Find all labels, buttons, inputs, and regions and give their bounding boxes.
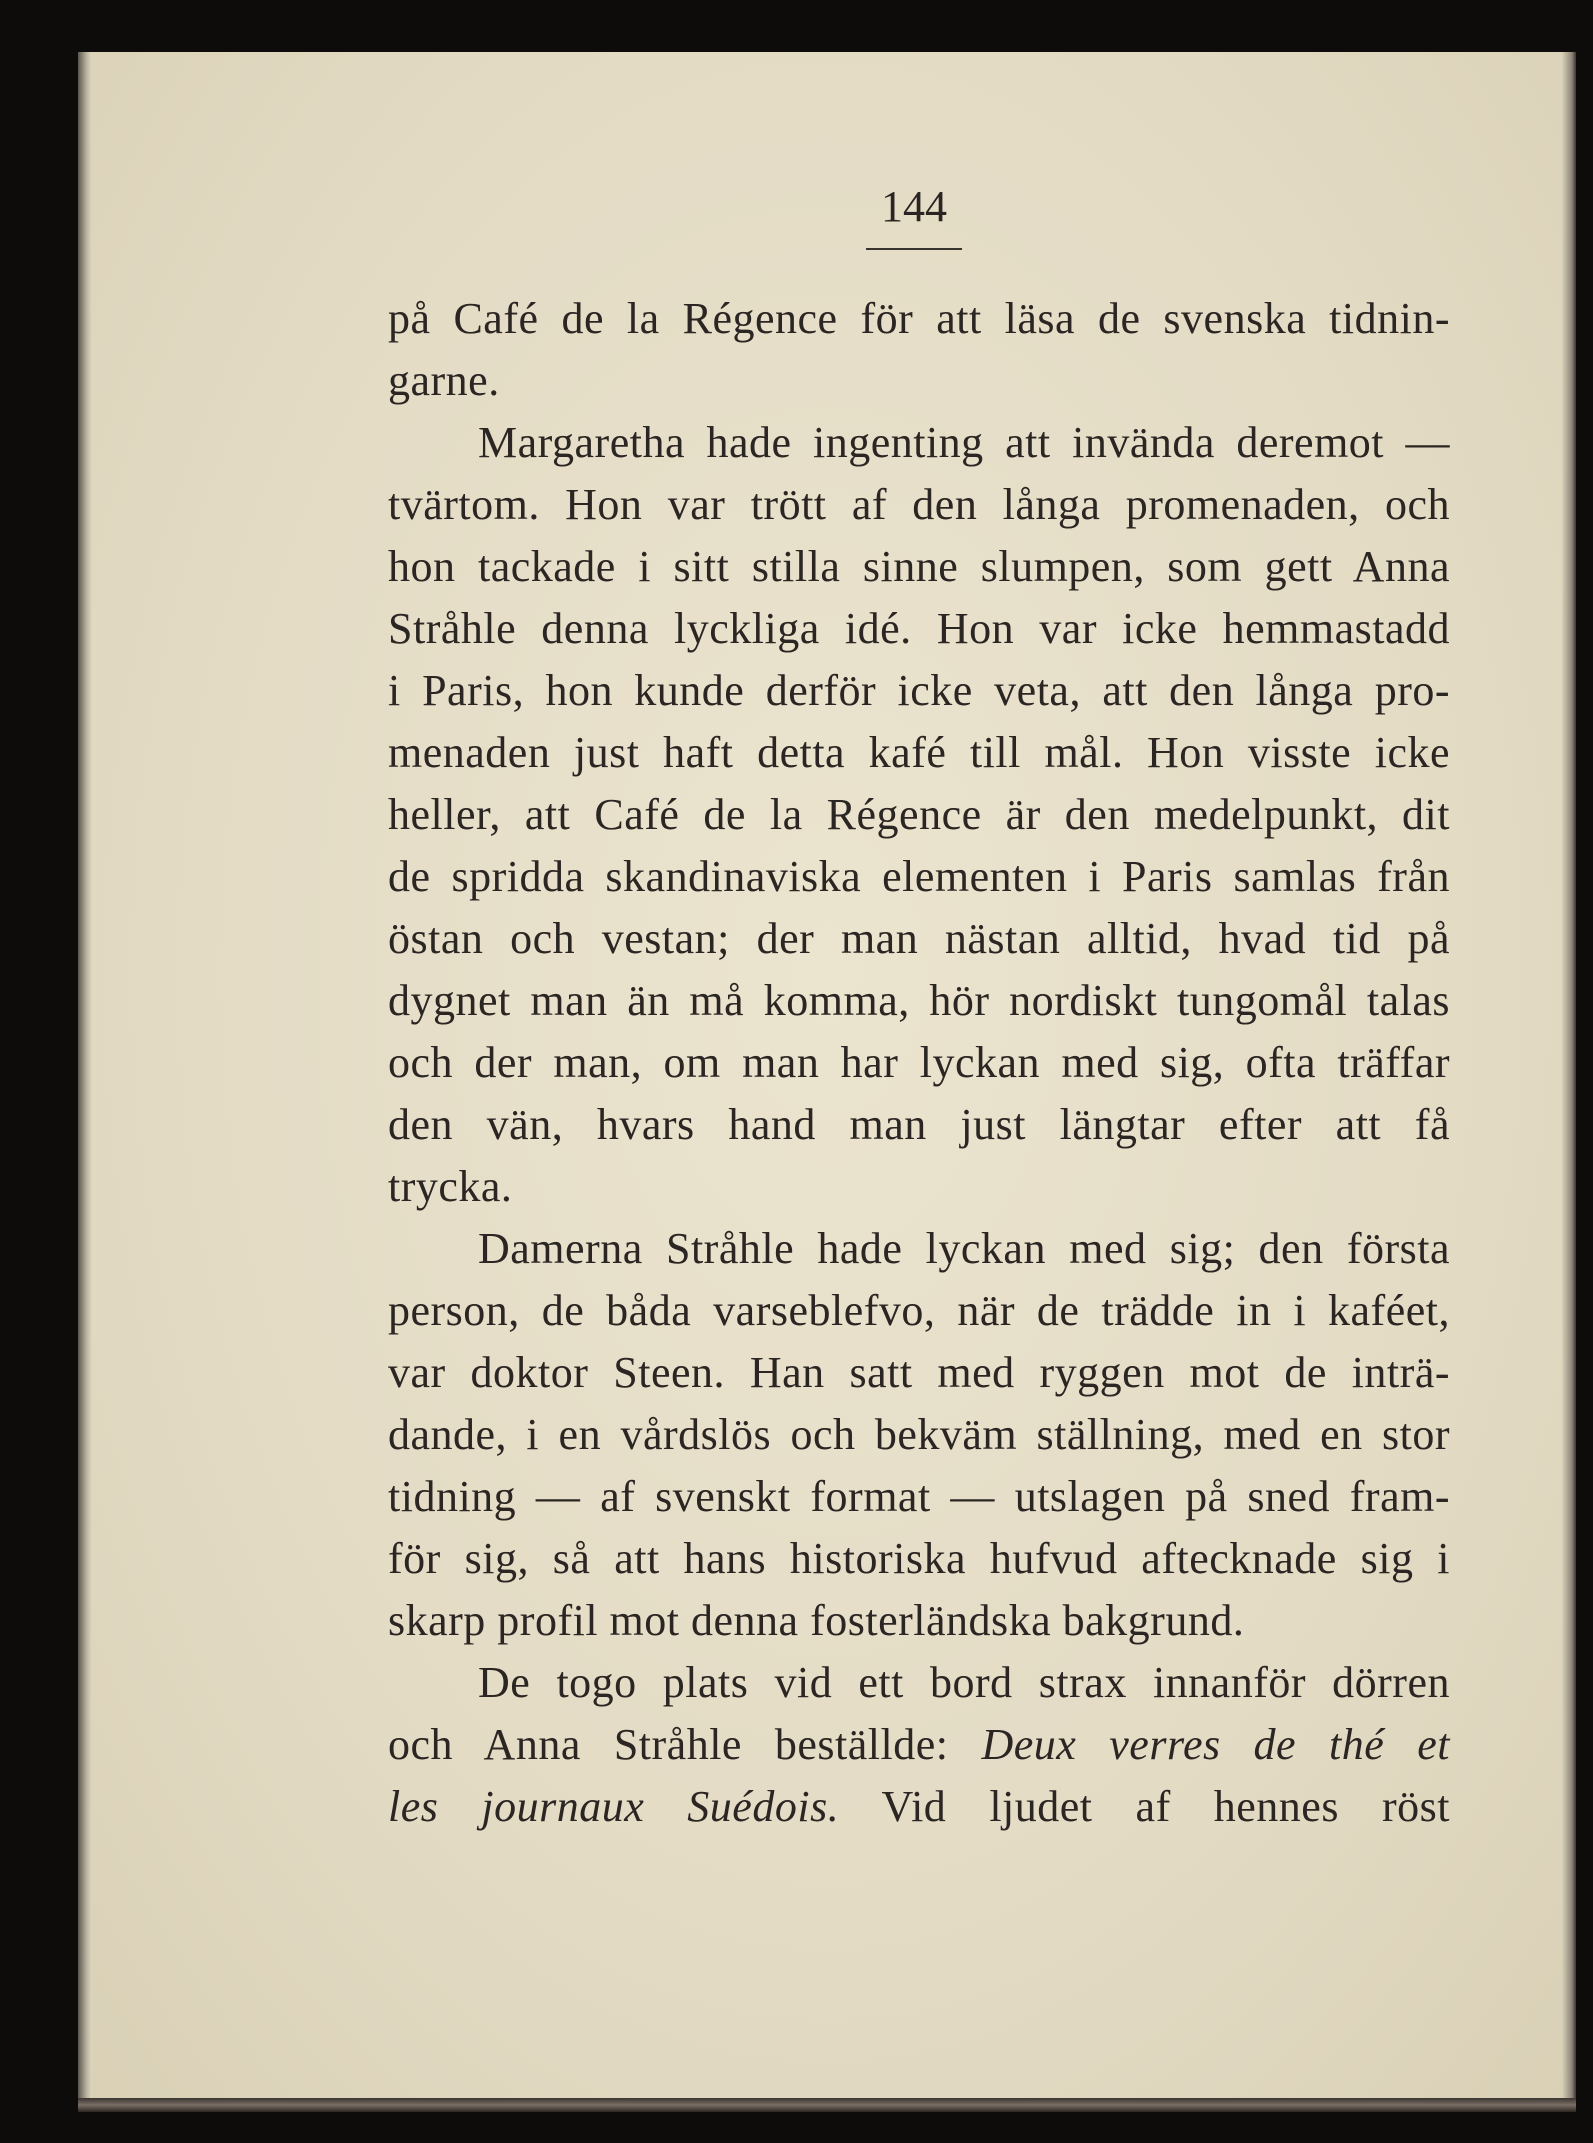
text-line: tvärtom. Hon var trött af den långa promenaden, och	[388, 480, 1450, 529]
text-line: dande, i en vårdslös och bekväm ställning, med en stor	[388, 1410, 1450, 1459]
text-line: östan och vestan; der man nästan alltid, hvad tid på	[388, 914, 1450, 963]
text-line: Damerna Stråhle hade lyckan med sig; den första	[478, 1224, 1450, 1273]
page-right-edge	[1562, 52, 1576, 2100]
page-left-edge	[78, 52, 92, 2100]
text-line: de spridda skandinaviska elementen i Paris samlas från	[388, 852, 1450, 901]
text-line-mixed	[388, 1718, 1450, 1772]
text-line-mixed	[388, 1780, 1450, 1834]
page-bottom-edge	[78, 2098, 1576, 2112]
italic-text-span: Deux verres de thé et	[981, 1720, 1450, 1769]
text-line: menaden just haft detta kafé till mål. Hon visste icke	[388, 728, 1450, 777]
text-line: trycka.	[388, 1162, 513, 1211]
text-line: för sig, så att hans historiska hufvud aftecknade sig i	[388, 1534, 1450, 1583]
italic-text-span: les journaux Suédois.	[388, 1782, 840, 1831]
text-line: garne.	[388, 356, 500, 405]
text-line: tidning — af svenskt format — utslagen på sned fram-	[388, 1472, 1450, 1521]
text-line: i Paris, hon kunde derför icke veta, att den långa pro-	[388, 666, 1450, 715]
text-line: den vän, hvars hand man just längtar efter att få	[388, 1100, 1450, 1149]
page-number: 144	[881, 182, 947, 231]
text-span: Vid ljudet af hennes röst	[881, 1782, 1450, 1831]
text-line: heller, att Café de la Régence är den medelpunkt, dit	[388, 790, 1450, 839]
text-line: Margaretha hade ingenting att invända deremot —	[478, 418, 1450, 467]
text-line: Stråhle denna lyckliga idé. Hon var icke hemmastadd	[388, 604, 1450, 653]
text-line: på Café de la Régence för att läsa de svenska tidnin-	[388, 294, 1450, 343]
text-line: skarp profil mot denna fosterländska bakgrund.	[388, 1596, 1245, 1645]
text-line: dygnet man än må komma, hör nordiskt tungomål talas	[388, 976, 1450, 1025]
text-span: och Anna Stråhle beställde:	[388, 1720, 949, 1769]
text-line: och der man, om man har lyckan med sig, ofta träffar	[388, 1038, 1450, 1087]
text-line: De togo plats vid ett bord strax innanför dörren	[478, 1658, 1450, 1707]
text-line: person, de båda varseblefvo, när de trädde in i kaféet,	[388, 1286, 1450, 1335]
text-line: var doktor Steen. Han satt med ryggen mot de inträ-	[388, 1348, 1450, 1397]
page-number-rule	[866, 248, 962, 250]
text-line: hon tackade i sitt stilla sinne slumpen, som gett Anna	[388, 542, 1450, 591]
